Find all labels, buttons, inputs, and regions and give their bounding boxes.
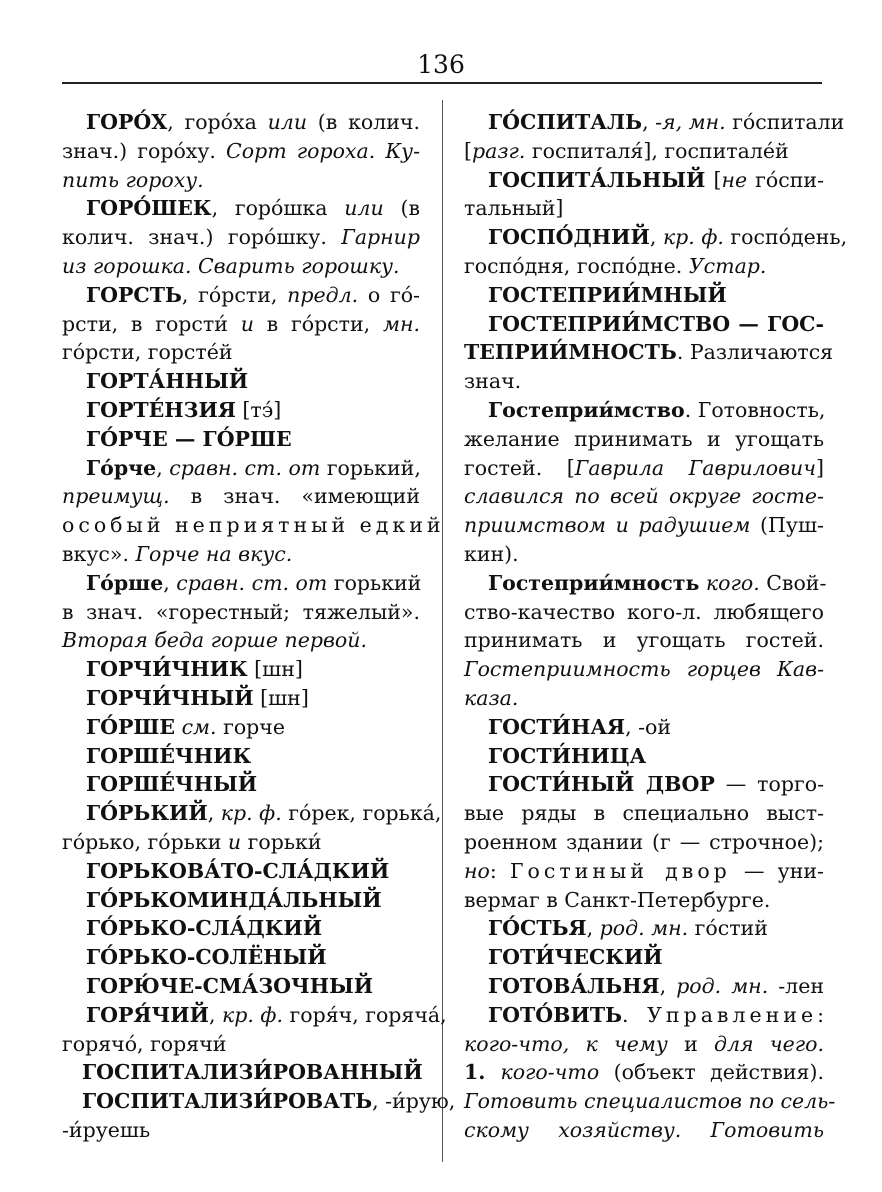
text-line <box>464 482 824 511</box>
text-segment: знач.) горо́ху. <box>62 138 227 163</box>
text-segment: вые ряды в специально выст- <box>464 801 824 826</box>
italic-text: кр. ф. <box>222 1002 283 1027</box>
text-segment: , <box>208 1002 223 1027</box>
text-line <box>62 166 420 195</box>
text-line <box>62 770 420 799</box>
text-line <box>464 828 824 857</box>
text-segment: , -ой <box>625 714 672 739</box>
text-segment: го́стий <box>688 916 768 941</box>
headword: ГО́РЧЕ — ГО́РШЕ <box>86 426 292 451</box>
text-segment: ] <box>816 455 824 480</box>
text-line <box>62 194 420 223</box>
text-line <box>62 626 420 655</box>
italic-text: -я, мн. <box>655 110 726 134</box>
text-line <box>62 655 420 684</box>
italic-text: преимущ. <box>62 484 170 509</box>
text-segment: — уни- <box>730 858 824 883</box>
text-line <box>464 799 824 828</box>
italic-text: Гаврила Гаврилович <box>574 455 816 480</box>
italic-text: Гостеприимность горцев Кав- <box>464 657 824 682</box>
text-line <box>62 1116 420 1145</box>
text-line <box>464 1030 824 1059</box>
text-line <box>464 511 824 540</box>
headword: ГОСПИТАЛИЗИ́РОВАТЬ <box>82 1089 373 1114</box>
text-segment: кин). <box>464 541 519 566</box>
text-line <box>464 252 824 281</box>
text-segment: принимать и угощать гостей. <box>464 628 824 653</box>
italic-text: кого-что <box>500 1060 600 1085</box>
headword: ГОСПИТАЛИЗИ́РОВАННЫЙ <box>82 1060 423 1085</box>
text-segment: . Готовность, <box>684 397 826 422</box>
text-segment: тальный] <box>464 196 564 221</box>
text-segment: желание принимать и угощать <box>464 426 824 451</box>
text-line <box>62 828 420 857</box>
text-line <box>464 166 824 195</box>
text-line <box>464 1058 824 1087</box>
text-line <box>62 742 420 771</box>
right-column <box>464 108 848 1145</box>
text-segment: в знач. «горестный; тяжелый». <box>62 599 420 624</box>
text-line <box>464 569 827 598</box>
text-line <box>464 108 845 137</box>
italic-text: кого-что, к чему <box>464 1031 668 1056</box>
italic-text: или <box>344 196 384 221</box>
text-line <box>62 252 420 281</box>
italic-text: из горошка. Сварить горошку. <box>62 253 400 278</box>
italic-text: кр. ф. <box>662 225 724 250</box>
text-segment: , <box>207 801 221 826</box>
headword: ГОСПО́ДНИЙ <box>488 225 650 250</box>
headword: Гостеприи́мство <box>488 397 685 422</box>
headword: Го́рше <box>86 570 164 595</box>
text-line <box>62 425 420 454</box>
headword: ГО́СТЬЯ <box>488 916 587 941</box>
text-line <box>62 223 420 252</box>
text-segment: , <box>649 225 663 250</box>
text-line <box>62 396 420 425</box>
text-segment: . Различаются <box>676 340 834 365</box>
text-line <box>62 598 420 627</box>
text-segment: (в <box>383 196 420 221</box>
headword: ГОТО́ВИТЬ <box>488 1002 622 1027</box>
text-line <box>464 454 824 483</box>
text-segment: го́спитали <box>725 110 845 134</box>
text-segment: [шн] <box>247 657 303 682</box>
text-line <box>62 886 420 915</box>
text-segment: го́рько, го́рьки <box>62 829 228 854</box>
text-line <box>464 137 824 166</box>
headword: ГОРСТЬ <box>86 282 182 307</box>
text-line <box>62 281 420 310</box>
text-line <box>464 857 824 886</box>
text-segment: [ <box>705 167 722 192</box>
headword: ГОТИ́ЧЕСКИЙ <box>488 945 663 970</box>
text-segment: : <box>489 858 510 883</box>
headword: ГОРЯ́ЧИЙ <box>86 1002 209 1027</box>
text-segment: : <box>817 1002 824 1027</box>
page-number: 136 <box>417 50 465 79</box>
headword: ГО́РЬКИЙ <box>86 801 208 826</box>
text-segment: горче <box>216 714 285 739</box>
headword: ГОРЧИ́ЧНИК <box>86 657 248 682</box>
italic-text: Готовить специалистов по сель- <box>464 1089 836 1114</box>
text-segment: , го́рсти, <box>181 282 288 307</box>
header-rule <box>62 82 822 84</box>
text-segment: , <box>586 916 600 941</box>
text-line <box>62 569 420 598</box>
text-segment: — торго- <box>714 772 824 797</box>
headword: ГОРШЕ́ЧНЫЙ <box>86 772 258 797</box>
text-line <box>464 972 824 1001</box>
text-segment: ство-качество кого-л. любящего <box>464 599 824 624</box>
headword: Го́рче <box>86 455 157 480</box>
italic-text: разг. <box>472 138 526 163</box>
text-segment: Гостиный двор <box>509 858 731 883</box>
text-segment: (в колич. <box>307 110 420 134</box>
text-segment: вермаг в Санкт-Петербурге. <box>464 887 771 912</box>
text-segment: колич. знач.) горо́шку. <box>62 225 342 250</box>
italic-text: сравн. ст. от <box>169 455 321 480</box>
headword: ГОРО́ШЕК <box>86 196 212 221</box>
text-segment: в го́рсти, <box>253 311 383 336</box>
text-segment: особый неприятный едкий <box>62 513 445 538</box>
text-line <box>62 1087 456 1116</box>
text-segment: -лен <box>768 973 824 998</box>
text-line <box>62 367 420 396</box>
text-segment: горячо́, горячи́ <box>62 1031 227 1056</box>
headword: ГОРТА́ННЫЙ <box>86 369 249 394</box>
headword: ГОРШЕ́ЧНИК <box>86 743 252 768</box>
italic-text: Сорт гороха. Ку- <box>226 138 420 163</box>
text-segment: , <box>163 570 177 595</box>
text-line <box>62 684 420 713</box>
headword: ГО́РЬКО-СЛА́ДКИЙ <box>86 916 323 941</box>
text-segment: [тэ́] <box>235 397 282 422</box>
italic-text: скому хозяйству. Готовить <box>464 1117 824 1142</box>
text-line <box>464 1087 836 1116</box>
text-line <box>464 1116 824 1145</box>
italic-text: но <box>464 858 490 883</box>
headword: ГОРЬКОВА́ТО-СЛА́ДКИЙ <box>86 858 390 883</box>
text-segment: , горо́шка <box>211 196 345 221</box>
text-line <box>62 1030 420 1059</box>
text-line <box>62 454 420 483</box>
italic-text: каза. <box>464 685 519 710</box>
text-line <box>464 684 824 713</box>
text-line <box>62 137 420 166</box>
text-segment: (объект действия). <box>599 1060 824 1085</box>
text-segment: госпо́дня, госпо́дне. <box>464 253 689 278</box>
text-line <box>464 626 824 655</box>
italic-text: кр. ф. <box>220 801 282 826</box>
text-line <box>62 1058 423 1087</box>
text-line <box>464 223 848 252</box>
italic-text: кого. <box>699 570 760 595</box>
headword: ГО́РЬКО-СОЛЁНЫЙ <box>86 945 327 970</box>
text-segment: -и́руешь <box>62 1117 151 1142</box>
text-line <box>62 799 442 828</box>
headword: ГОСТИ́НЫЙ ДВОР <box>488 772 715 797</box>
text-segment: , <box>659 973 677 998</box>
text-line <box>62 108 420 137</box>
text-line <box>464 742 824 771</box>
headword: 1. <box>464 1060 501 1085</box>
headword: ГОСТЕПРИИ́МНЫЙ <box>488 282 727 307</box>
text-segment: (Пуш- <box>750 513 824 538</box>
headword: ГОСТЕПРИИ́МСТВО — ГОС- <box>488 311 824 336</box>
text-line <box>464 886 824 915</box>
italic-text: предл. <box>287 282 359 307</box>
text-segment: , -и́рую, <box>372 1089 456 1114</box>
text-line <box>464 655 824 684</box>
text-segment: знач. <box>464 369 522 394</box>
text-segment: [шн] <box>253 685 309 710</box>
text-line <box>464 396 824 425</box>
italic-text: или <box>267 110 308 134</box>
headword: ГОСПИТА́ЛЬНЫЙ <box>488 167 706 192</box>
headword: ГОРЧИ́ЧНЫЙ <box>86 685 254 710</box>
text-segment: госпо́день, <box>723 225 848 250</box>
italic-text: сравн. ст. от <box>176 570 328 595</box>
text-segment: гостей. [ <box>464 455 575 480</box>
text-segment: , <box>642 110 656 134</box>
text-line <box>464 914 824 943</box>
text-line <box>62 338 420 367</box>
italic-text: мн. <box>382 311 420 336</box>
italic-text: Вторая беда горше первой. <box>62 628 367 653</box>
text-segment: рсти, в горсти́ <box>62 311 241 336</box>
italic-text: не <box>721 167 748 192</box>
headword: ГОРО́Х <box>86 110 168 134</box>
headword: Гостеприи́мность <box>488 570 700 595</box>
text-segment: горьки́ <box>241 829 322 854</box>
headword: ГО́РШЕ <box>86 714 176 739</box>
text-line <box>62 857 420 886</box>
headword: ГО́РЬКОМИНДА́ЛЬНЫЙ <box>86 887 382 912</box>
italic-text: род. мн. <box>676 973 769 998</box>
text-line <box>62 511 445 540</box>
text-segment: го́рек, горька́, <box>281 801 442 826</box>
text-segment: и <box>667 1031 715 1056</box>
headword: ГОСТИ́НАЯ <box>488 714 626 739</box>
text-line <box>62 540 420 569</box>
text-line <box>62 713 420 742</box>
headword: ГОРТЕ́НЗИЯ <box>86 397 236 422</box>
text-segment: . <box>622 1002 648 1027</box>
italic-text: и <box>240 311 254 336</box>
text-segment: роенном здании (г — строчное); <box>464 829 824 854</box>
text-line <box>464 310 824 339</box>
text-line <box>464 540 824 569</box>
text-segment: , горо́ха <box>167 110 268 134</box>
text-line <box>62 310 420 339</box>
text-segment: , <box>156 455 170 480</box>
text-segment: горький, <box>320 455 421 480</box>
text-line <box>464 943 824 972</box>
text-segment: горький <box>327 570 422 595</box>
text-line <box>464 338 834 367</box>
text-line <box>464 194 824 223</box>
italic-text: род. мн. <box>599 916 689 941</box>
italic-text: славился по всей округе госте- <box>464 484 824 509</box>
italic-text: пить гороху. <box>62 167 204 192</box>
text-line <box>464 281 824 310</box>
text-segment: Свой- <box>759 570 827 595</box>
headword: ТЕПРИИ́МНОСТЬ <box>464 340 677 365</box>
headword: ГОСТИ́НИЦА <box>488 743 647 768</box>
text-segment: Управление <box>647 1002 818 1027</box>
italic-text: Устар. <box>688 253 767 278</box>
text-line <box>464 1001 824 1030</box>
headword: ГО́СПИТАЛЬ <box>488 110 643 134</box>
headword: ГОТОВА́ЛЬНЯ <box>488 973 660 998</box>
text-line <box>62 1001 447 1030</box>
headword: ГОРЮ́ЧЕ-СМА́ЗОЧНЫЙ <box>86 973 374 998</box>
italic-text: для чего. <box>714 1031 825 1056</box>
left-column <box>62 108 456 1145</box>
text-line <box>464 367 824 396</box>
italic-text: приимством и радушием <box>464 513 751 538</box>
text-segment: го́спи- <box>747 167 824 192</box>
text-line <box>62 943 420 972</box>
text-line <box>464 770 824 799</box>
text-segment: горя́ч, горяча́, <box>282 1002 447 1027</box>
text-line <box>62 914 420 943</box>
italic-text: см. <box>175 714 217 739</box>
text-segment: в знач. «имеющий <box>169 484 420 509</box>
text-line <box>464 598 824 627</box>
italic-text: Горче на вкус. <box>135 541 293 566</box>
italic-text: и <box>227 829 242 854</box>
text-segment: го́рсти, горсте́й <box>62 340 233 365</box>
text-line <box>464 713 824 742</box>
italic-text: Гарнир <box>341 225 420 250</box>
text-line <box>464 425 824 454</box>
text-segment: госпиталя́], госпитале́й <box>525 138 789 163</box>
text-segment: [ <box>464 138 472 163</box>
text-segment: вкус». <box>62 541 136 566</box>
text-line <box>62 972 420 1001</box>
text-segment: о го́- <box>358 282 420 307</box>
text-line <box>62 482 420 511</box>
